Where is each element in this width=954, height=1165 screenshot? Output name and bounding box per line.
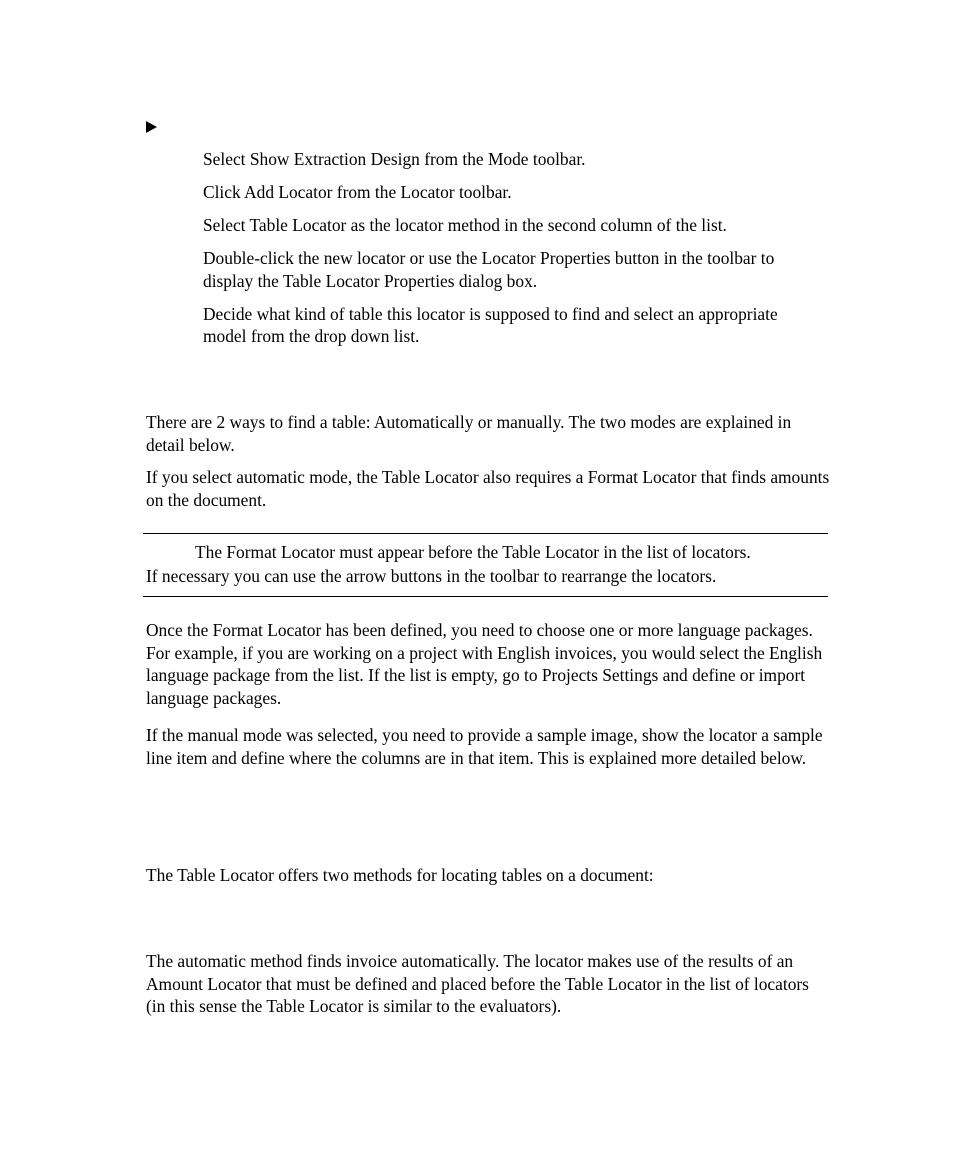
procedure-arrow-icon bbox=[146, 121, 157, 133]
note-block bbox=[146, 541, 832, 588]
paragraph-ways-to-find: There are 2 ways to find a table: Automatically or manually. The two modes are explained in detail below. bbox=[146, 412, 792, 455]
procedure-step: Click Add Locator from the Locator toolbar. bbox=[203, 182, 512, 202]
paragraph-manual-mode: If the manual mode was selected, you need to provide a sample image, show the locator a sample line item and define where the columns are in that item. This is explained more detailed below. bbox=[146, 725, 823, 768]
procedure-step: Decide what kind of table this locator is supposed to find and select an appropriate model from the drop down list. bbox=[203, 303, 778, 346]
procedure-step: Select Table Locator as the locator method in the second column of the list. bbox=[203, 215, 727, 235]
procedure-step: Double-click the new locator or use the Locator Properties button in the toolbar to display the Table Locator Properties dialog box. bbox=[203, 248, 775, 291]
note-bottom-rule bbox=[143, 596, 828, 597]
note-line-2: If necessary you can use the arrow buttons in the toolbar to rearrange the locators. bbox=[146, 565, 717, 586]
procedure-steps bbox=[203, 148, 823, 358]
paragraph-automatic-method: The automatic method finds invoice automatically. The locator makes use of the results of an Amount Locator that must be defined and placed before the Table Locator in the list of locators (in this sense the Table Locator is similar to the evaluators). bbox=[146, 951, 809, 1016]
paragraph-two-methods: The Table Locator offers two methods for locating tables on a document: bbox=[146, 865, 654, 885]
paragraph-automatic-mode: If you select automatic mode, the Table Locator also requires a Format Locator that finds amounts on the document. bbox=[146, 467, 830, 510]
note-line-1: The Format Locator must appear before the Table Locator in the list of locators. bbox=[195, 542, 751, 562]
note-top-rule bbox=[143, 533, 828, 534]
procedure-step: Select Show Extraction Design from the Mode toolbar. bbox=[203, 149, 586, 169]
paragraph-language-packages: Once the Format Locator has been defined, you need to choose one or more language packages. For example, if you are working on a project with English invoices, you would select the English language package from the list. If the list is empty, go to Projects Settings and define or import language packages. bbox=[146, 620, 823, 708]
